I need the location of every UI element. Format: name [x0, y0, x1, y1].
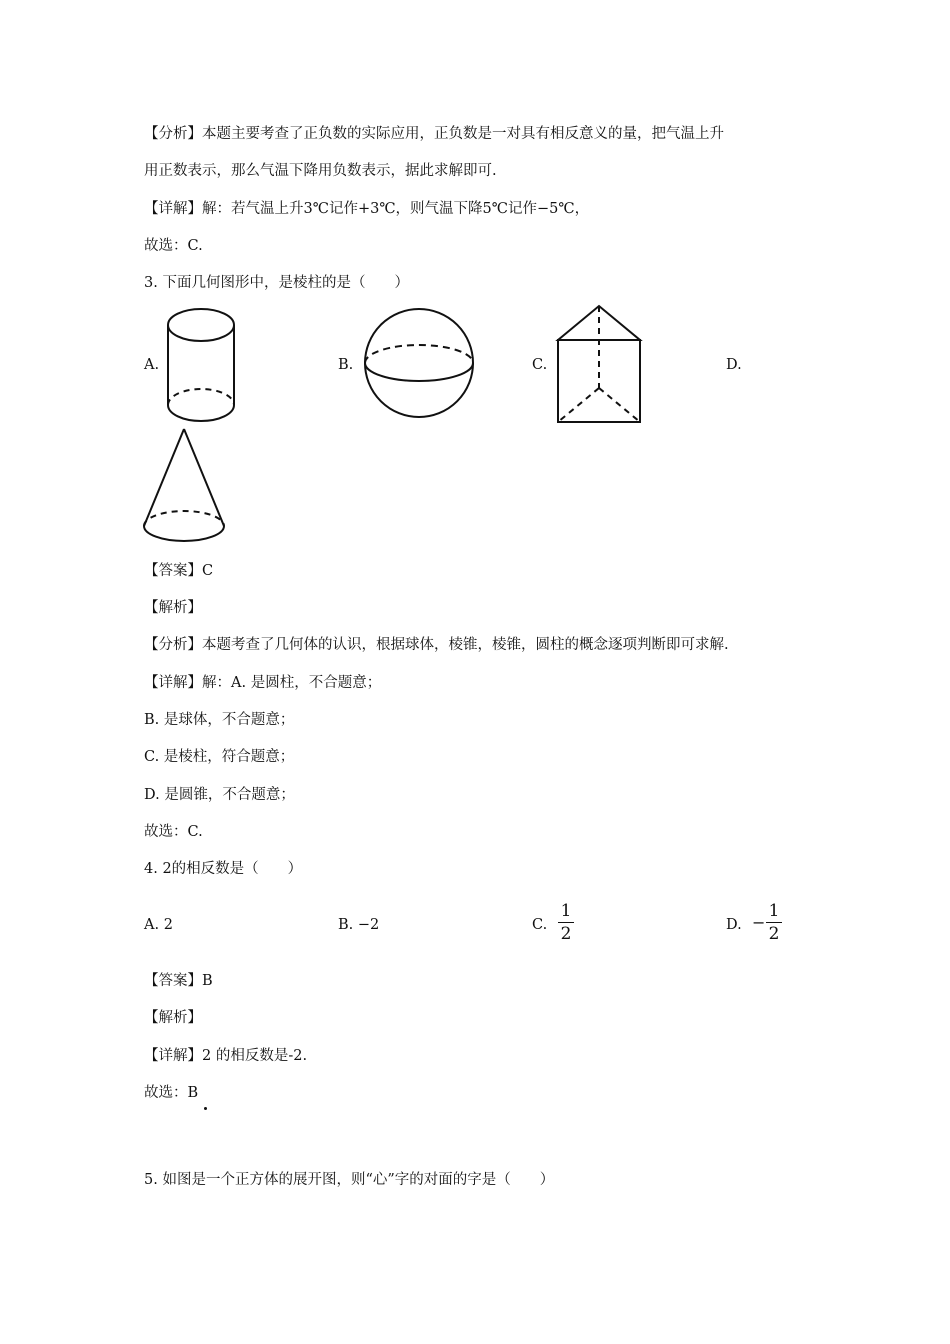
q2-detail: 【详解】解：若气温上升3℃记作+3℃，则气温下降5℃记作−5℃，	[144, 201, 590, 217]
cylinder-icon	[164, 303, 238, 427]
q3-detail-line-2: B. 是球体，不合题意；	[144, 712, 295, 728]
q4-option-d-fraction	[766, 901, 782, 944]
stray-dot	[204, 1107, 207, 1110]
q3-answer: 【答案】C	[144, 563, 214, 579]
q4-stem: 4. 2的相反数是（ ）	[144, 861, 303, 877]
q4-option-d-label: D.	[726, 917, 742, 933]
sphere-icon	[360, 307, 478, 419]
q4-detail: 【详解】2 的相反数是-2.	[144, 1048, 308, 1064]
q4-analysis-label: 【解析】	[144, 1010, 202, 1026]
q3-option-a-label: A.	[144, 357, 160, 373]
q3-detail-line-3: C. 是棱柱，符合题意；	[144, 749, 295, 765]
q4-answer: 【答案】B	[144, 973, 213, 989]
q4-option-c-label: C.	[532, 917, 548, 933]
fraction-bar	[558, 922, 574, 923]
q3-option-b-label: B.	[338, 357, 354, 373]
q4-option-c-fraction	[558, 901, 574, 944]
q3-option-d-label: D.	[726, 357, 742, 373]
q3-stem: 3. 下面几何图形中，是棱柱的是（ ）	[144, 275, 409, 291]
q4-option-b: B. −2	[338, 917, 380, 933]
q4-conclusion: 故选：B	[144, 1085, 199, 1101]
q2-conclusion: 故选：C.	[144, 238, 203, 254]
fraction-denominator: 2	[560, 924, 572, 944]
q2-analysis-line1: 【分析】本题主要考查了正负数的实际应用，正负数是一对具有相反意义的量，把气温上升	[144, 126, 724, 142]
q5-stem: 5. 如图是一个正方体的展开图，则“心”字的对面的字是（ ）	[144, 1172, 555, 1188]
q3-analysis: 【分析】本题考查了几何体的认识，根据球体，棱锥，棱锥，圆柱的概念逐项判断即可求解.	[144, 637, 729, 653]
fraction-numerator: 1	[560, 901, 572, 921]
fraction-numerator: 1	[768, 901, 780, 921]
q3-analysis-label: 【解析】	[144, 600, 202, 616]
q3-detail-line-4: D. 是圆锥，不合题意；	[144, 787, 295, 803]
q2-analysis-line2: 用正数表示，那么气温下降用负数表示，据此求解即可.	[144, 163, 497, 179]
q3-option-c-label: C.	[532, 357, 548, 373]
fraction-denominator: 2	[768, 924, 780, 944]
q4-option-d-minus: −	[752, 913, 766, 932]
q3-detail-line-1: 【详解】解：A. 是圆柱，不合题意；	[144, 675, 382, 691]
fraction-bar	[766, 922, 782, 923]
triangular-prism-icon	[554, 303, 644, 427]
q3-conclusion: 故选：C.	[144, 824, 203, 840]
cone-icon	[140, 426, 228, 548]
q4-option-a: A. 2	[144, 917, 173, 933]
